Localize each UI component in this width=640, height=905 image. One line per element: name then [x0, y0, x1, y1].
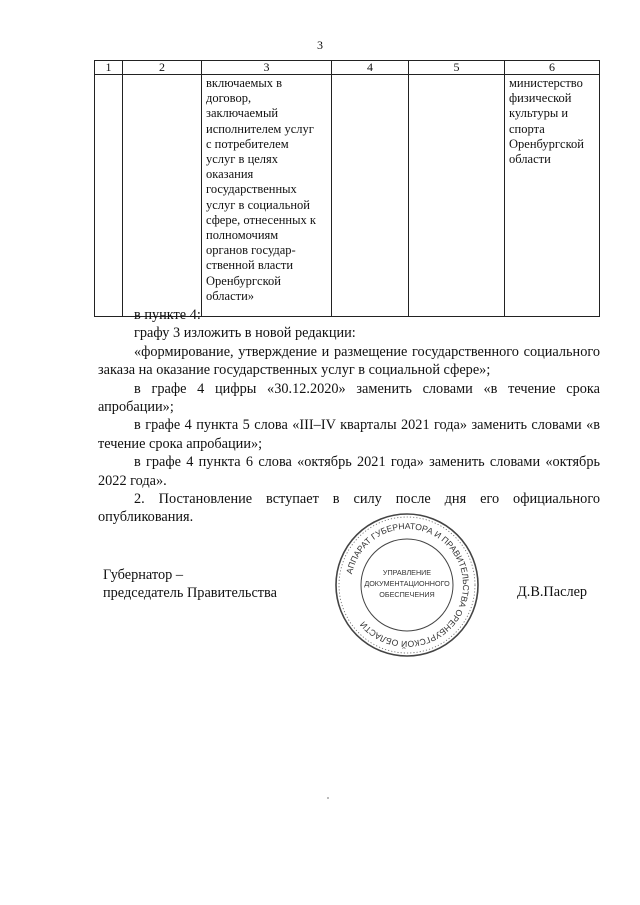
paragraph: в пункте 4: [134, 307, 201, 323]
cell-line: физической [509, 91, 572, 106]
cell-line: с потребителем [206, 136, 289, 151]
signatory-title-line: Губернатор – [103, 567, 183, 583]
cell-line: спорта [509, 121, 545, 136]
cell-line: области [509, 152, 551, 167]
seal-center-line: ОБЕСПЕЧЕНИЯ [379, 590, 435, 599]
cell-line: государственных [206, 182, 297, 197]
cell-col5 [409, 75, 505, 317]
cell-col4 [332, 75, 409, 317]
paragraph-effective-date: 2. Постановление вступает в силу после дня его официального опубликования. [98, 491, 600, 526]
seal-ring-text: АППАРАТ ГУБЕРНАТОРА И ПРАВИТЕЛЬСТВА ОРЕНБУРГСКОЙ ОБЛАСТИ [344, 520, 472, 650]
cell-line: сфере, отнесенных к [206, 212, 316, 227]
paragraph: в графе 4 цифры «30.12.2020» заменить словами «в течение срока апробации»; [98, 380, 600, 416]
seal-center-line: УПРАВЛЕНИЕ [382, 568, 432, 577]
paragraph: в графе 4 пункта 5 слова «III–IV кварталы 2021 года» заменить словами «в течение срока апробации»; [98, 417, 600, 452]
cell-line: культуры и [509, 106, 569, 121]
paragraph: «формирование, утверждение и размещение государственного социального заказа на оказание государственных услуг в социальной сфере»; [98, 343, 600, 379]
cell-line: министерство [509, 76, 583, 90]
cell-line: органов государ- [206, 243, 296, 258]
cell-line: области» [206, 288, 255, 303]
cell-col6 [505, 75, 600, 317]
cell-col1 [95, 75, 123, 317]
cell-line: полномочиям [206, 228, 279, 243]
cell-line: услуг в целях [206, 152, 279, 167]
column-header: 1 [95, 61, 123, 75]
cell-line: Оренбургской [206, 273, 281, 288]
amendment-text [98, 306, 600, 527]
paragraph: графу 3 изложить в новой редакции: [134, 325, 356, 342]
signatory-title-line: председатель Правительства [103, 585, 277, 602]
official-seal-stamp [333, 511, 481, 659]
column-header: 5 [409, 61, 505, 75]
cell-line: Оренбургской [509, 136, 584, 151]
cell-col3 [202, 75, 332, 317]
page-number: 3 [317, 38, 323, 52]
table-row [95, 75, 600, 317]
cell-line: заключаемый [206, 106, 279, 121]
column-header: 2 [123, 61, 202, 75]
cell-line: ственной власти [206, 258, 294, 273]
scan-speck [327, 797, 329, 799]
cell-col2 [123, 75, 202, 317]
cell-line: договор, [206, 91, 252, 106]
paragraph: в графе 4 пункта 6 слова «октябрь 2021 года» заменить словами «октябрь 2022 года». [98, 454, 600, 489]
table-header-row [95, 61, 600, 75]
cell-line: исполнителем услуг [206, 121, 314, 136]
column-header: 3 [202, 61, 332, 75]
column-header: 6 [505, 61, 600, 75]
seal-center-line: ДОКУМЕНТАЦИОННОГО [364, 579, 450, 588]
cell-line: включаемых в [206, 76, 283, 90]
amendment-table [94, 60, 600, 317]
signatory-title [103, 566, 277, 603]
signatory-name: Д.В.Паслер [517, 584, 588, 600]
cell-line: оказания [206, 167, 254, 182]
cell-line: услуг в социальной [206, 197, 310, 212]
column-header: 4 [332, 61, 409, 75]
